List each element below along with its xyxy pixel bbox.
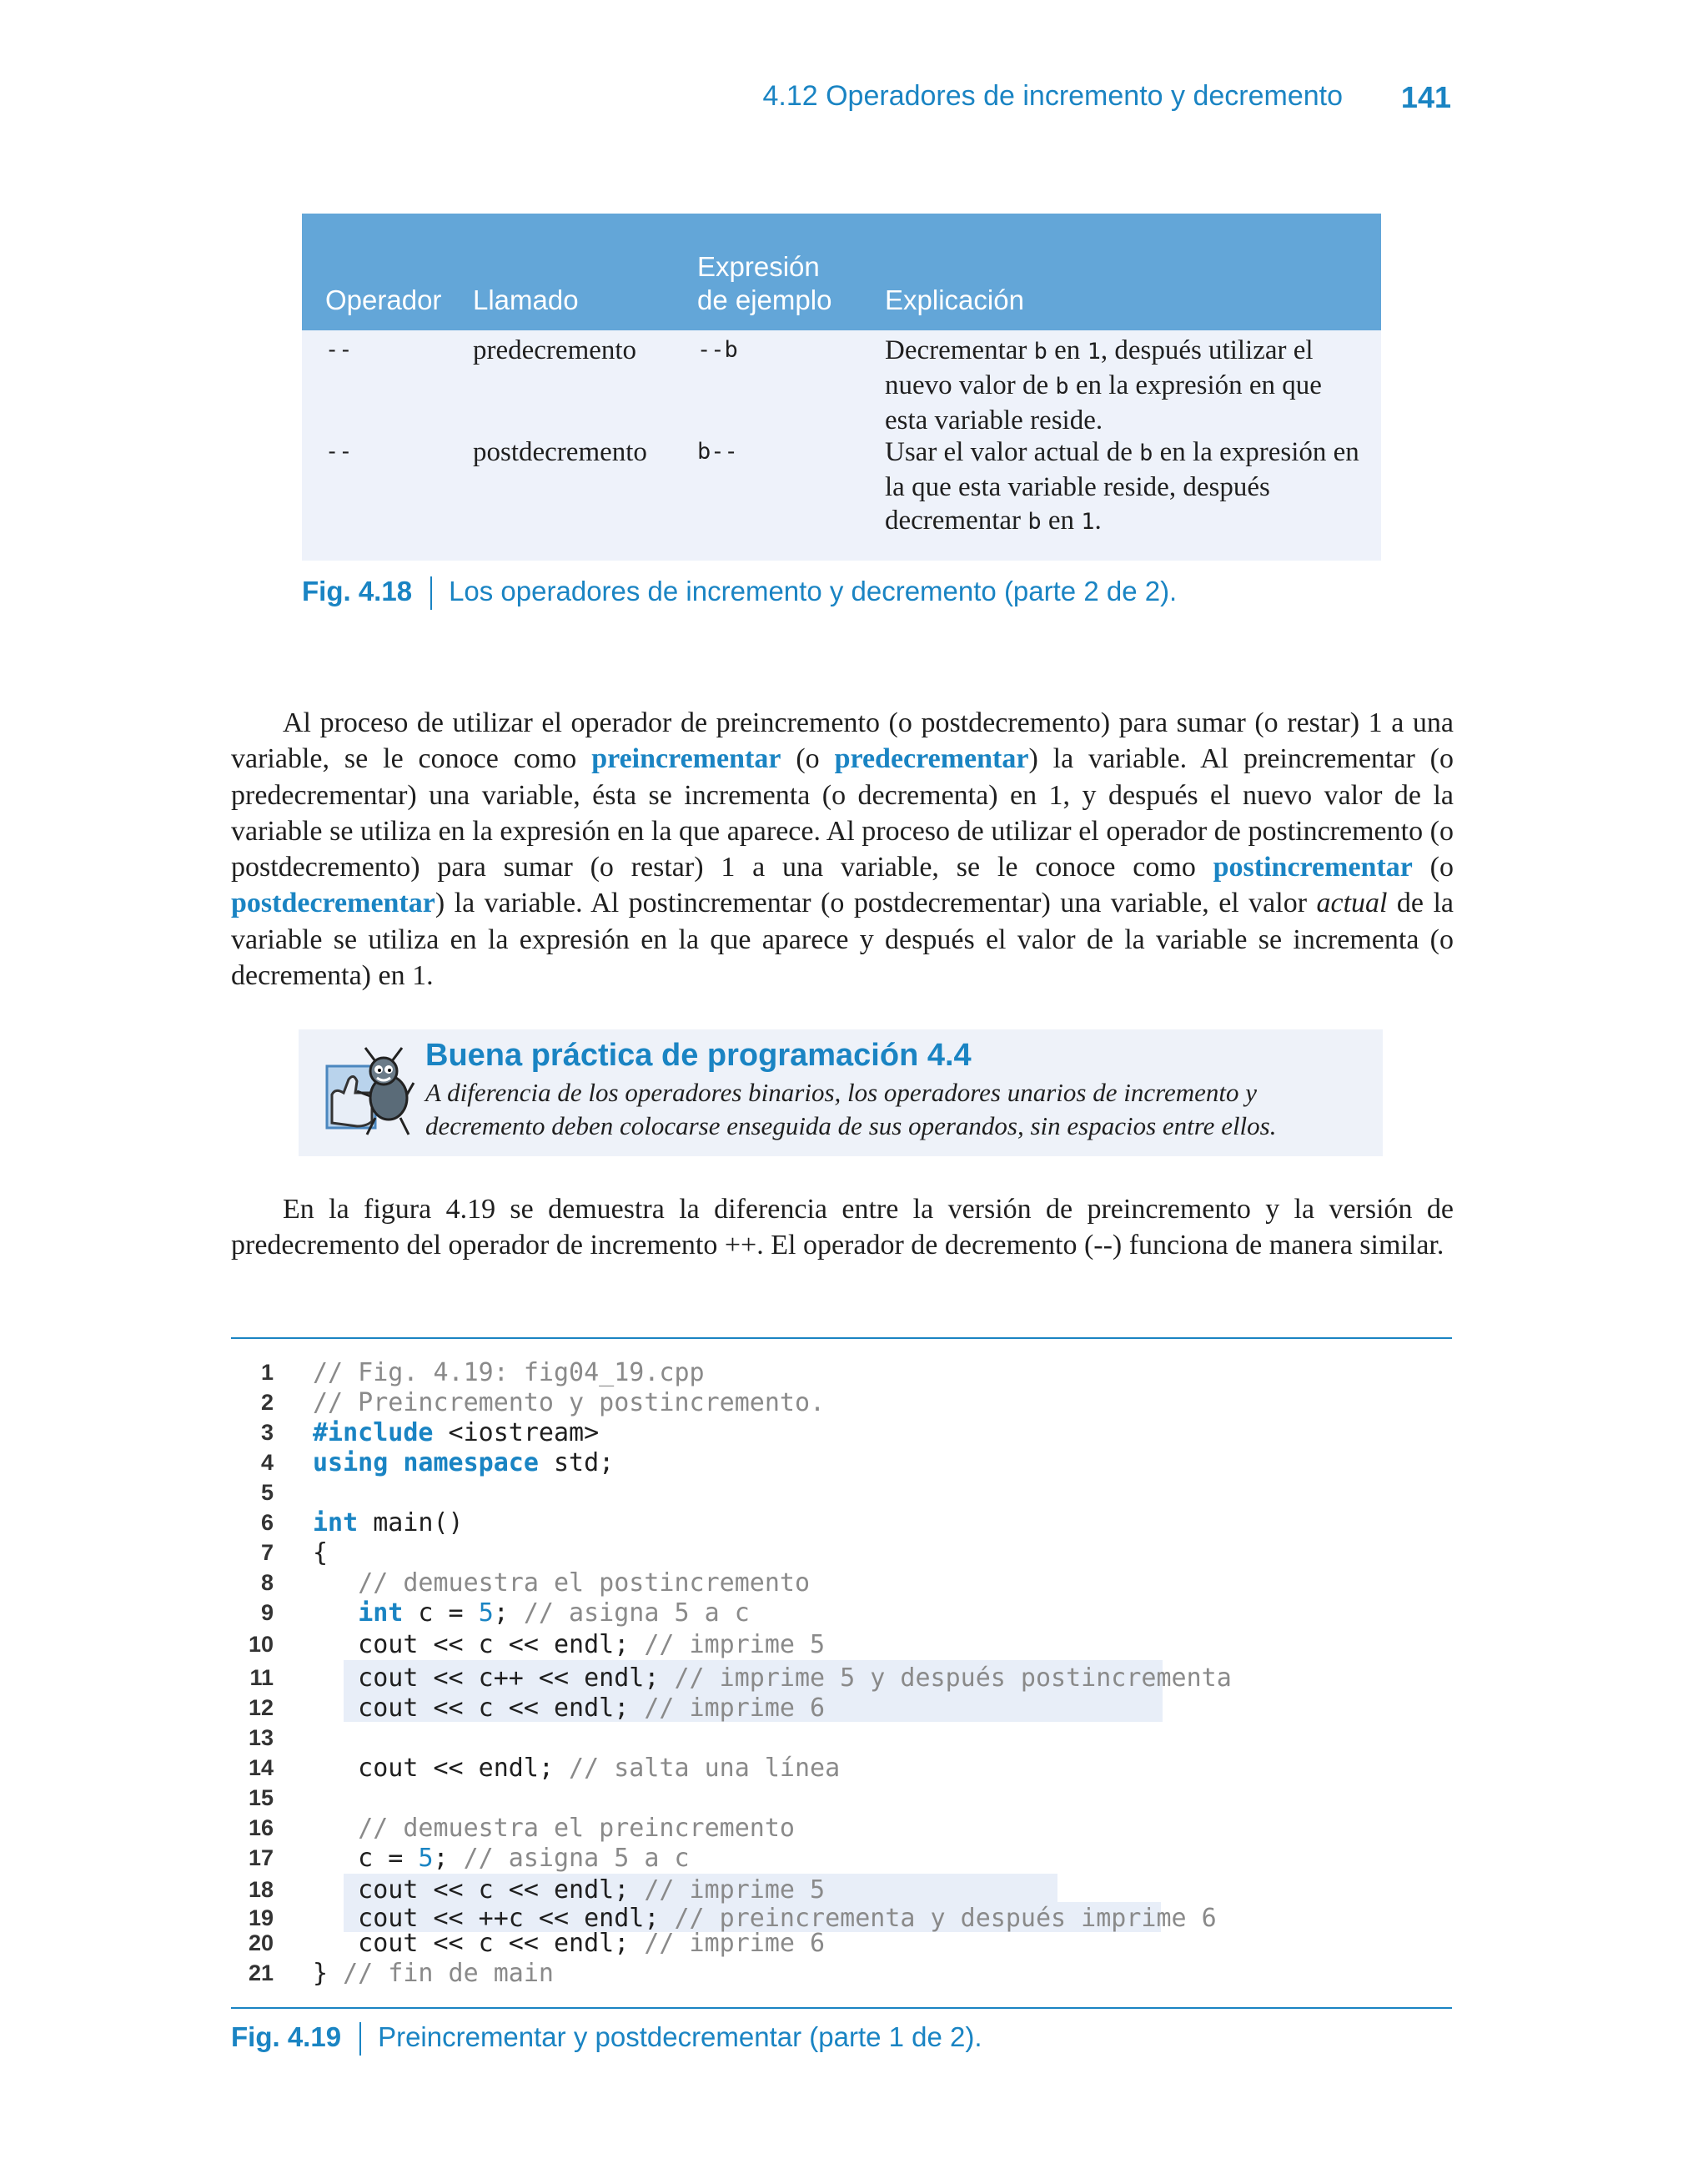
code-line	[313, 1418, 599, 1447]
code-line	[313, 1598, 750, 1628]
body-paragraph-1	[231, 705, 1454, 994]
cell-explanation	[885, 435, 1369, 539]
explanation-text: en	[1041, 506, 1082, 536]
code-text: cout << endl;	[313, 1754, 570, 1783]
code-comment: // demuestra el preincremento	[358, 1814, 795, 1843]
line-number: 18	[248, 1877, 274, 1902]
header-called: Llamado	[473, 284, 579, 315]
explanation-text: en	[1047, 335, 1088, 365]
code-comment: // imprime 5	[644, 1875, 826, 1905]
line-number: 17	[248, 1845, 274, 1870]
paragraph-text: Al proceso de utilizar el operador de preincremento (o postdecremento) para sumar (o restar) 1 a una variable, se le conoce como	[231, 707, 1454, 775]
explanation-text: Decrementar	[885, 335, 1034, 365]
explanation-text: Usar el valor actual de	[885, 437, 1140, 467]
code-comment: // imprime 5 y después postincrementa	[674, 1663, 1232, 1693]
code-text	[313, 1568, 358, 1598]
code-text: <iostream>	[433, 1418, 600, 1447]
line-number: 3	[260, 1420, 274, 1445]
line-number: 13	[248, 1725, 274, 1750]
code-line	[313, 1754, 840, 1783]
code-line	[313, 1568, 810, 1598]
bug-thumbs-up-icon	[324, 1043, 415, 1143]
cell-example: --b	[697, 337, 738, 363]
inline-code: 1	[1081, 509, 1095, 535]
inline-code: 1	[1087, 339, 1101, 365]
inline-code: b	[1139, 440, 1153, 466]
cell-called: predecremento	[473, 335, 637, 365]
paragraph-2-text: En la figura 4.19 se demuestra la diferencia entre la versión de preincremento y la versión de predecremento del operador de incremento ++. El operador de decremento (--) funciona de manera similar.	[231, 1194, 1454, 1261]
code-text	[313, 1814, 358, 1843]
code-line	[313, 1630, 825, 1659]
code-keyword: namespace	[403, 1448, 539, 1477]
figure-label: Fig. 4.18	[302, 576, 413, 606]
explanation-text: .	[1094, 506, 1102, 536]
code-comment: // imprime 6	[644, 1929, 826, 1958]
header-example-line1: Expresión	[697, 251, 820, 282]
key-term: predecrementar	[834, 743, 1029, 775]
paragraph-text: (o	[1412, 852, 1454, 883]
code-line	[313, 1388, 825, 1417]
header-example-line2: de ejemplo	[697, 284, 832, 315]
code-comment: // imprime 5	[644, 1630, 826, 1659]
key-term: postdecrementar	[231, 888, 435, 919]
header-operator: Operador	[325, 284, 442, 315]
inline-code: b	[1033, 339, 1047, 365]
body-paragraph-2	[231, 1191, 1454, 1264]
key-term: preincrementar	[591, 743, 781, 775]
code-line	[313, 1508, 464, 1537]
caption-divider	[430, 576, 432, 610]
line-number: 8	[260, 1570, 274, 1595]
code-line	[313, 1875, 825, 1905]
code-comment: // preincrementa y después imprime 6	[674, 1904, 1217, 1933]
line-number: 15	[248, 1785, 274, 1810]
header-explanation: Explicación	[885, 284, 1024, 315]
paragraph-text: (o	[781, 743, 835, 775]
code-comment: // asigna 5 a c	[463, 1844, 690, 1873]
cell-example: b--	[697, 439, 738, 465]
inline-code: b	[1027, 509, 1042, 535]
code-keyword: int	[313, 1508, 359, 1537]
code-text: {	[313, 1538, 329, 1568]
paragraph-text: ) la variable. Al preincrementar (o predecrementar) una variable, ésta se incrementa (o decrementa) en 1, y después el nuevo valor de la variable se utiliza en la expresión en la que aparece. Al proceso de utilizar el operador de postincremento (o postdecremento) para sumar (o restar) 1 a una variable, se le conoce como	[231, 743, 1454, 883]
explanation-text: , después utilizar el nuevo valor de	[885, 335, 1314, 400]
code-line	[313, 1959, 554, 1988]
code-text: c =	[313, 1844, 419, 1873]
code-text: std;	[538, 1448, 615, 1477]
figure-caption-4-18	[302, 576, 1177, 610]
line-number: 1	[260, 1360, 274, 1385]
operator-table	[302, 214, 1381, 561]
tip-text: A diferencia de los operadores binarios, los operadores unarios de incremento y decremento deben colocarse enseguida de sus operandos, sin espacios entre ellos.	[425, 1078, 1277, 1140]
code-comment: // demuestra el postincremento	[358, 1568, 811, 1598]
figure-caption-text: Los operadores de incremento y decremento (parte 2 de 2).	[449, 576, 1178, 606]
code-text: cout << c << endl;	[313, 1693, 645, 1723]
running-head	[0, 80, 1451, 122]
code-line	[313, 1844, 690, 1873]
section-title: 4.12 Operadores de incremento y decremento	[762, 80, 1343, 112]
listing-bottom-rule	[231, 2007, 1452, 2009]
line-number: 4	[260, 1450, 274, 1475]
code-keyword: #include	[313, 1418, 434, 1447]
code-literal: 5	[478, 1598, 494, 1628]
code-comment: // fin de main	[343, 1959, 554, 1988]
inline-code: b	[1055, 374, 1069, 400]
code-text: cout << c << endl;	[313, 1929, 645, 1958]
code-line	[313, 1663, 1232, 1693]
code-text: cout << ++c << endl;	[313, 1904, 675, 1933]
key-term: postincrementar	[1213, 852, 1413, 883]
code-keyword: int	[358, 1598, 404, 1628]
line-number: 9	[260, 1600, 274, 1625]
line-number: 7	[260, 1540, 274, 1565]
line-number: 6	[260, 1510, 274, 1535]
line-number: 19	[248, 1905, 274, 1930]
header-example	[697, 250, 831, 317]
code-line	[313, 1929, 825, 1958]
caption-divider	[359, 2022, 361, 2056]
paragraph-text: de la variable se utiliza en la expresión en la que aparece y después el valor de la variable se incrementa (o decrementa) en 1.	[231, 888, 1454, 992]
tip-title: Buena práctica de programación 4.4	[425, 1038, 972, 1073]
table-header	[302, 214, 1381, 330]
code-line	[313, 1448, 614, 1477]
listing-top-rule	[231, 1337, 1452, 1339]
code-text: ;	[433, 1844, 464, 1873]
code-line	[313, 1693, 825, 1723]
code-comment: // asigna 5 a c	[523, 1598, 750, 1628]
code-comment: // Fig. 4.19: fig04_19.cpp	[313, 1358, 705, 1387]
line-number: 10	[248, 1632, 274, 1657]
explanation-text: en la expresión en la que esta variable reside, después decrementar	[885, 437, 1359, 536]
code-text	[388, 1448, 403, 1477]
line-number: 12	[248, 1695, 274, 1720]
cell-operator: --	[325, 337, 353, 363]
code-line	[313, 1538, 328, 1568]
figure-label: Fig. 4.19	[231, 2021, 342, 2052]
code-comment: // salta una línea	[569, 1754, 841, 1783]
code-text: }	[313, 1959, 344, 1988]
figure-caption-text: Preincrementar y postdecrementar (parte 1 de 2).	[378, 2021, 982, 2052]
cell-operator: --	[325, 439, 353, 465]
line-number: 16	[248, 1815, 274, 1840]
line-number: 2	[260, 1390, 274, 1415]
explanation-text: en la expresión en que esta variable reside.	[885, 370, 1322, 435]
code-text: main()	[358, 1508, 464, 1537]
line-number: 14	[248, 1755, 274, 1780]
code-literal: 5	[418, 1844, 434, 1873]
cell-explanation	[885, 334, 1369, 437]
figure-caption-4-19	[231, 2021, 982, 2056]
line-number: 20	[248, 1930, 274, 1955]
code-text: c =	[403, 1598, 479, 1628]
page-number: 141	[1400, 80, 1451, 114]
code-text: cout << c << endl;	[313, 1630, 645, 1659]
code-text: cout << c << endl;	[313, 1875, 645, 1905]
line-number: 11	[249, 1665, 274, 1690]
code-text: ;	[493, 1598, 524, 1628]
code-text: cout << c++ << endl;	[313, 1663, 675, 1693]
cell-called: postdecremento	[473, 437, 647, 467]
paragraph-text: ) la variable. Al postincrementar (o postdecrementar) una variable, el valor	[435, 888, 1317, 919]
code-line	[313, 1814, 795, 1843]
code-text	[313, 1598, 358, 1628]
code-line	[313, 1358, 705, 1387]
line-number: 5	[260, 1480, 274, 1505]
code-comment: // imprime 6	[644, 1693, 826, 1723]
emphasis-text: actual	[1316, 888, 1388, 919]
code-comment: // Preincremento y postincremento.	[313, 1388, 826, 1417]
code-keyword: using	[313, 1448, 389, 1477]
good-practice-box	[299, 1029, 1383, 1156]
line-number: 21	[248, 1960, 274, 1985]
